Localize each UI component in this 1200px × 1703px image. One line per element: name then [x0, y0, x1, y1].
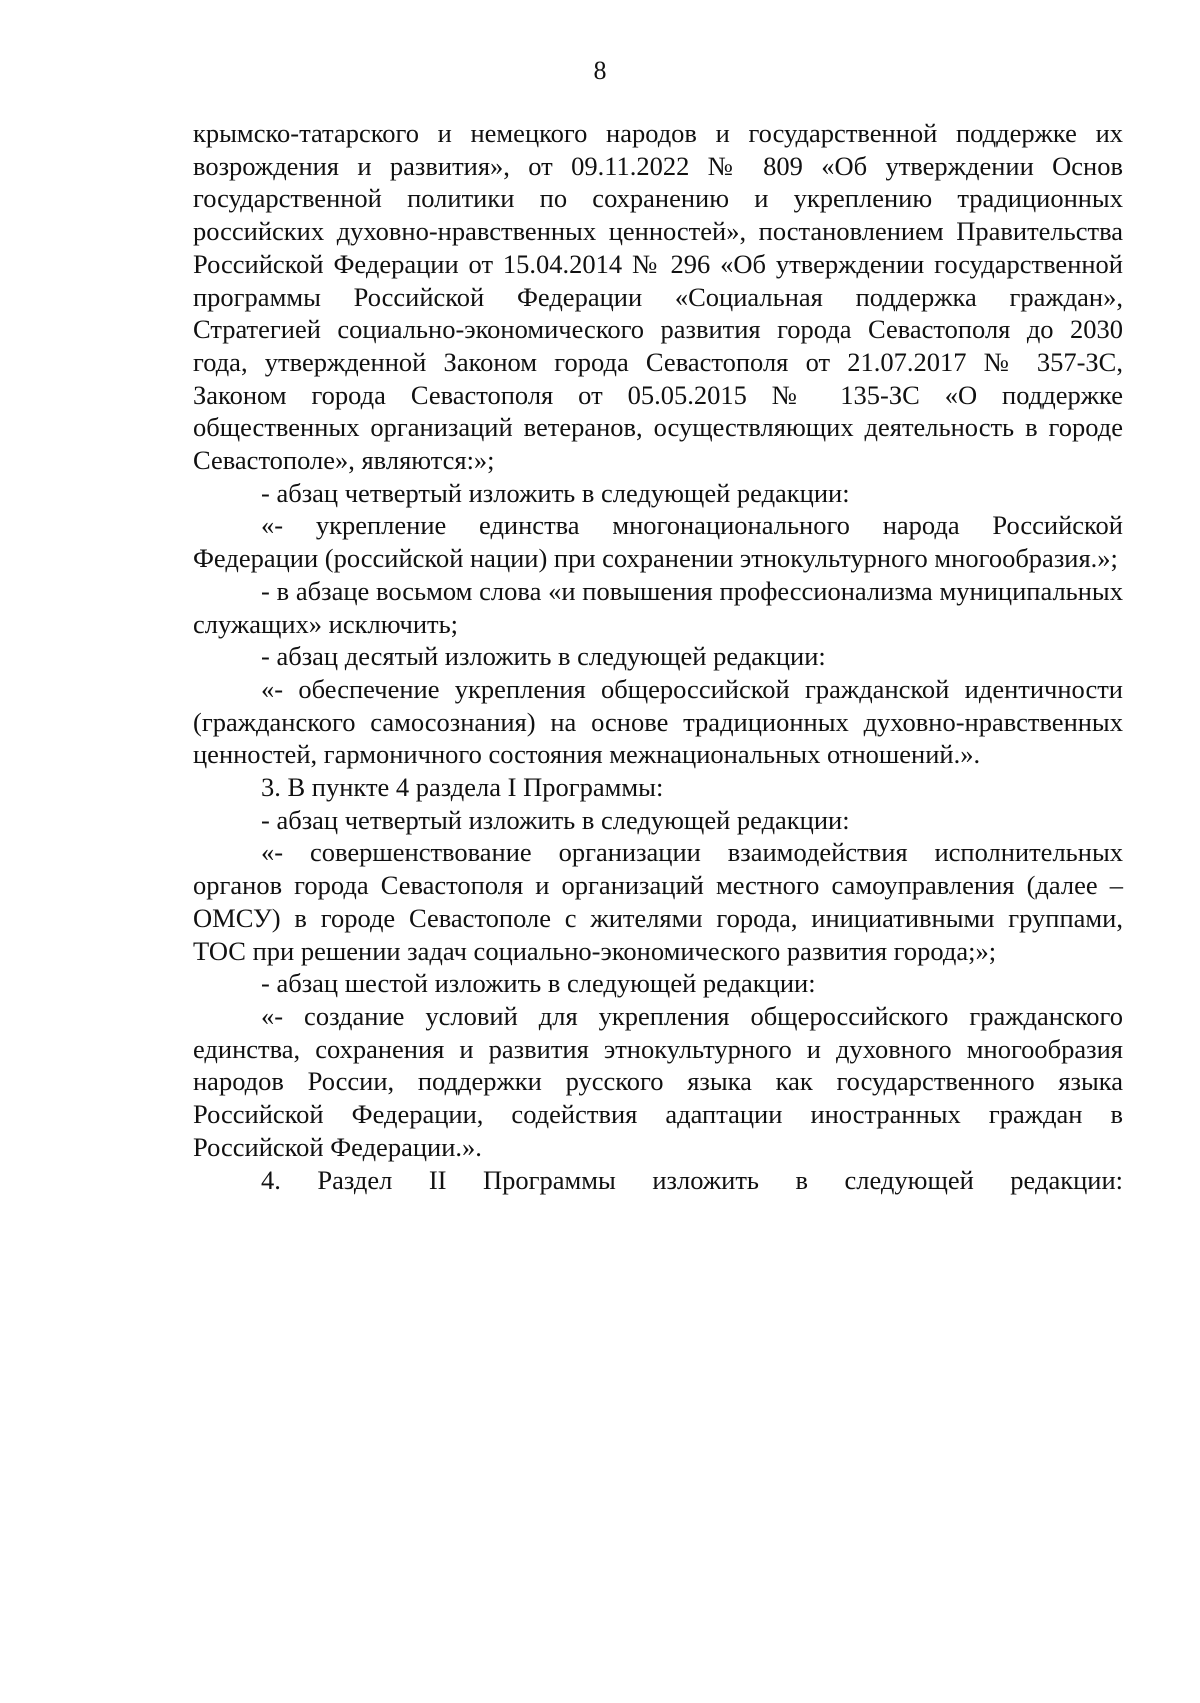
document-body: [193, 117, 1123, 1196]
paragraph-amendment-text: «- обеспечение укрепления общероссийской гражданской идентичности (гражданского самосознания) на основе традиционных духовно-нравственных ценностей, гармоничного состояния межнациональных отношений.».: [193, 673, 1123, 770]
paragraph-section-item: 3. В пункте 4 раздела I Программы:: [261, 772, 664, 803]
paragraph-section-item: 4. Раздел II Программы изложить в следующей редакции:: [261, 1164, 1123, 1195]
paragraph-amendment-text: «- создание условий для укрепления общероссийского гражданского единства, сохранения и развития этнокультурного и духовного многообразия народов России, поддержки русского языка как государственного языка Российской Федерации, содействия адаптации иностранных граждан в Российской Федерации.».: [193, 1000, 1123, 1162]
paragraph-amendment-text: «- совершенствование организации взаимодействия исполнительных органов города Севастополя и организаций местного самоуправления (далее – ОМСУ) в городе Севастополе с жителями города, инициативными группами, ТОС при решении задач социально-экономического развития города;»;: [193, 837, 1123, 966]
paragraph-amendment-instruction: - абзац десятый изложить в следующей редакции:: [261, 641, 826, 672]
page-number: 8: [593, 56, 607, 85]
paragraph-amendment-instruction: - абзац четвертый изложить в следующей редакции:: [261, 477, 850, 508]
paragraph-amendment-instruction: - абзац четвертый изложить в следующей редакции:: [261, 804, 850, 835]
paragraph-amendment-instruction: - в абзаце восьмом слова «и повышения профессионализма муниципальных служащих» исключить;: [193, 575, 1123, 639]
paragraph-amendment-instruction: - абзац шестой изложить в следующей редакции:: [261, 968, 816, 999]
paragraph-continuation: крымско-татарского и немецкого народов и государственной поддержке их возрождения и развития», от 09.11.2022 № 809 «Об утверждении Основ государственной политики по сохранению и укреплению традиционных российских духовно-нравственных ценностей», постановлением Правительства Российской Федерации от 15.04.2014 № 296 «Об утверждении государственной программы Российской Федерации «Социальная поддержка граждан», Стратегией социально-экономического развития города Севастополя до 2030 года, утвержденной Законом города Севастополя от 21.07.2017 № 357-ЗС, Законом города Севастополя от 05.05.2015 № 135-ЗС «О поддержке общественных организаций ветеранов, осуществляющих деятельность в городе Севастополе», являются:»;: [193, 118, 1123, 476]
paragraph-amendment-text: «- укрепление единства многонационального народа Российской Федерации (российской нации) при сохранении этнокультурного многообразия.»;: [193, 510, 1123, 574]
